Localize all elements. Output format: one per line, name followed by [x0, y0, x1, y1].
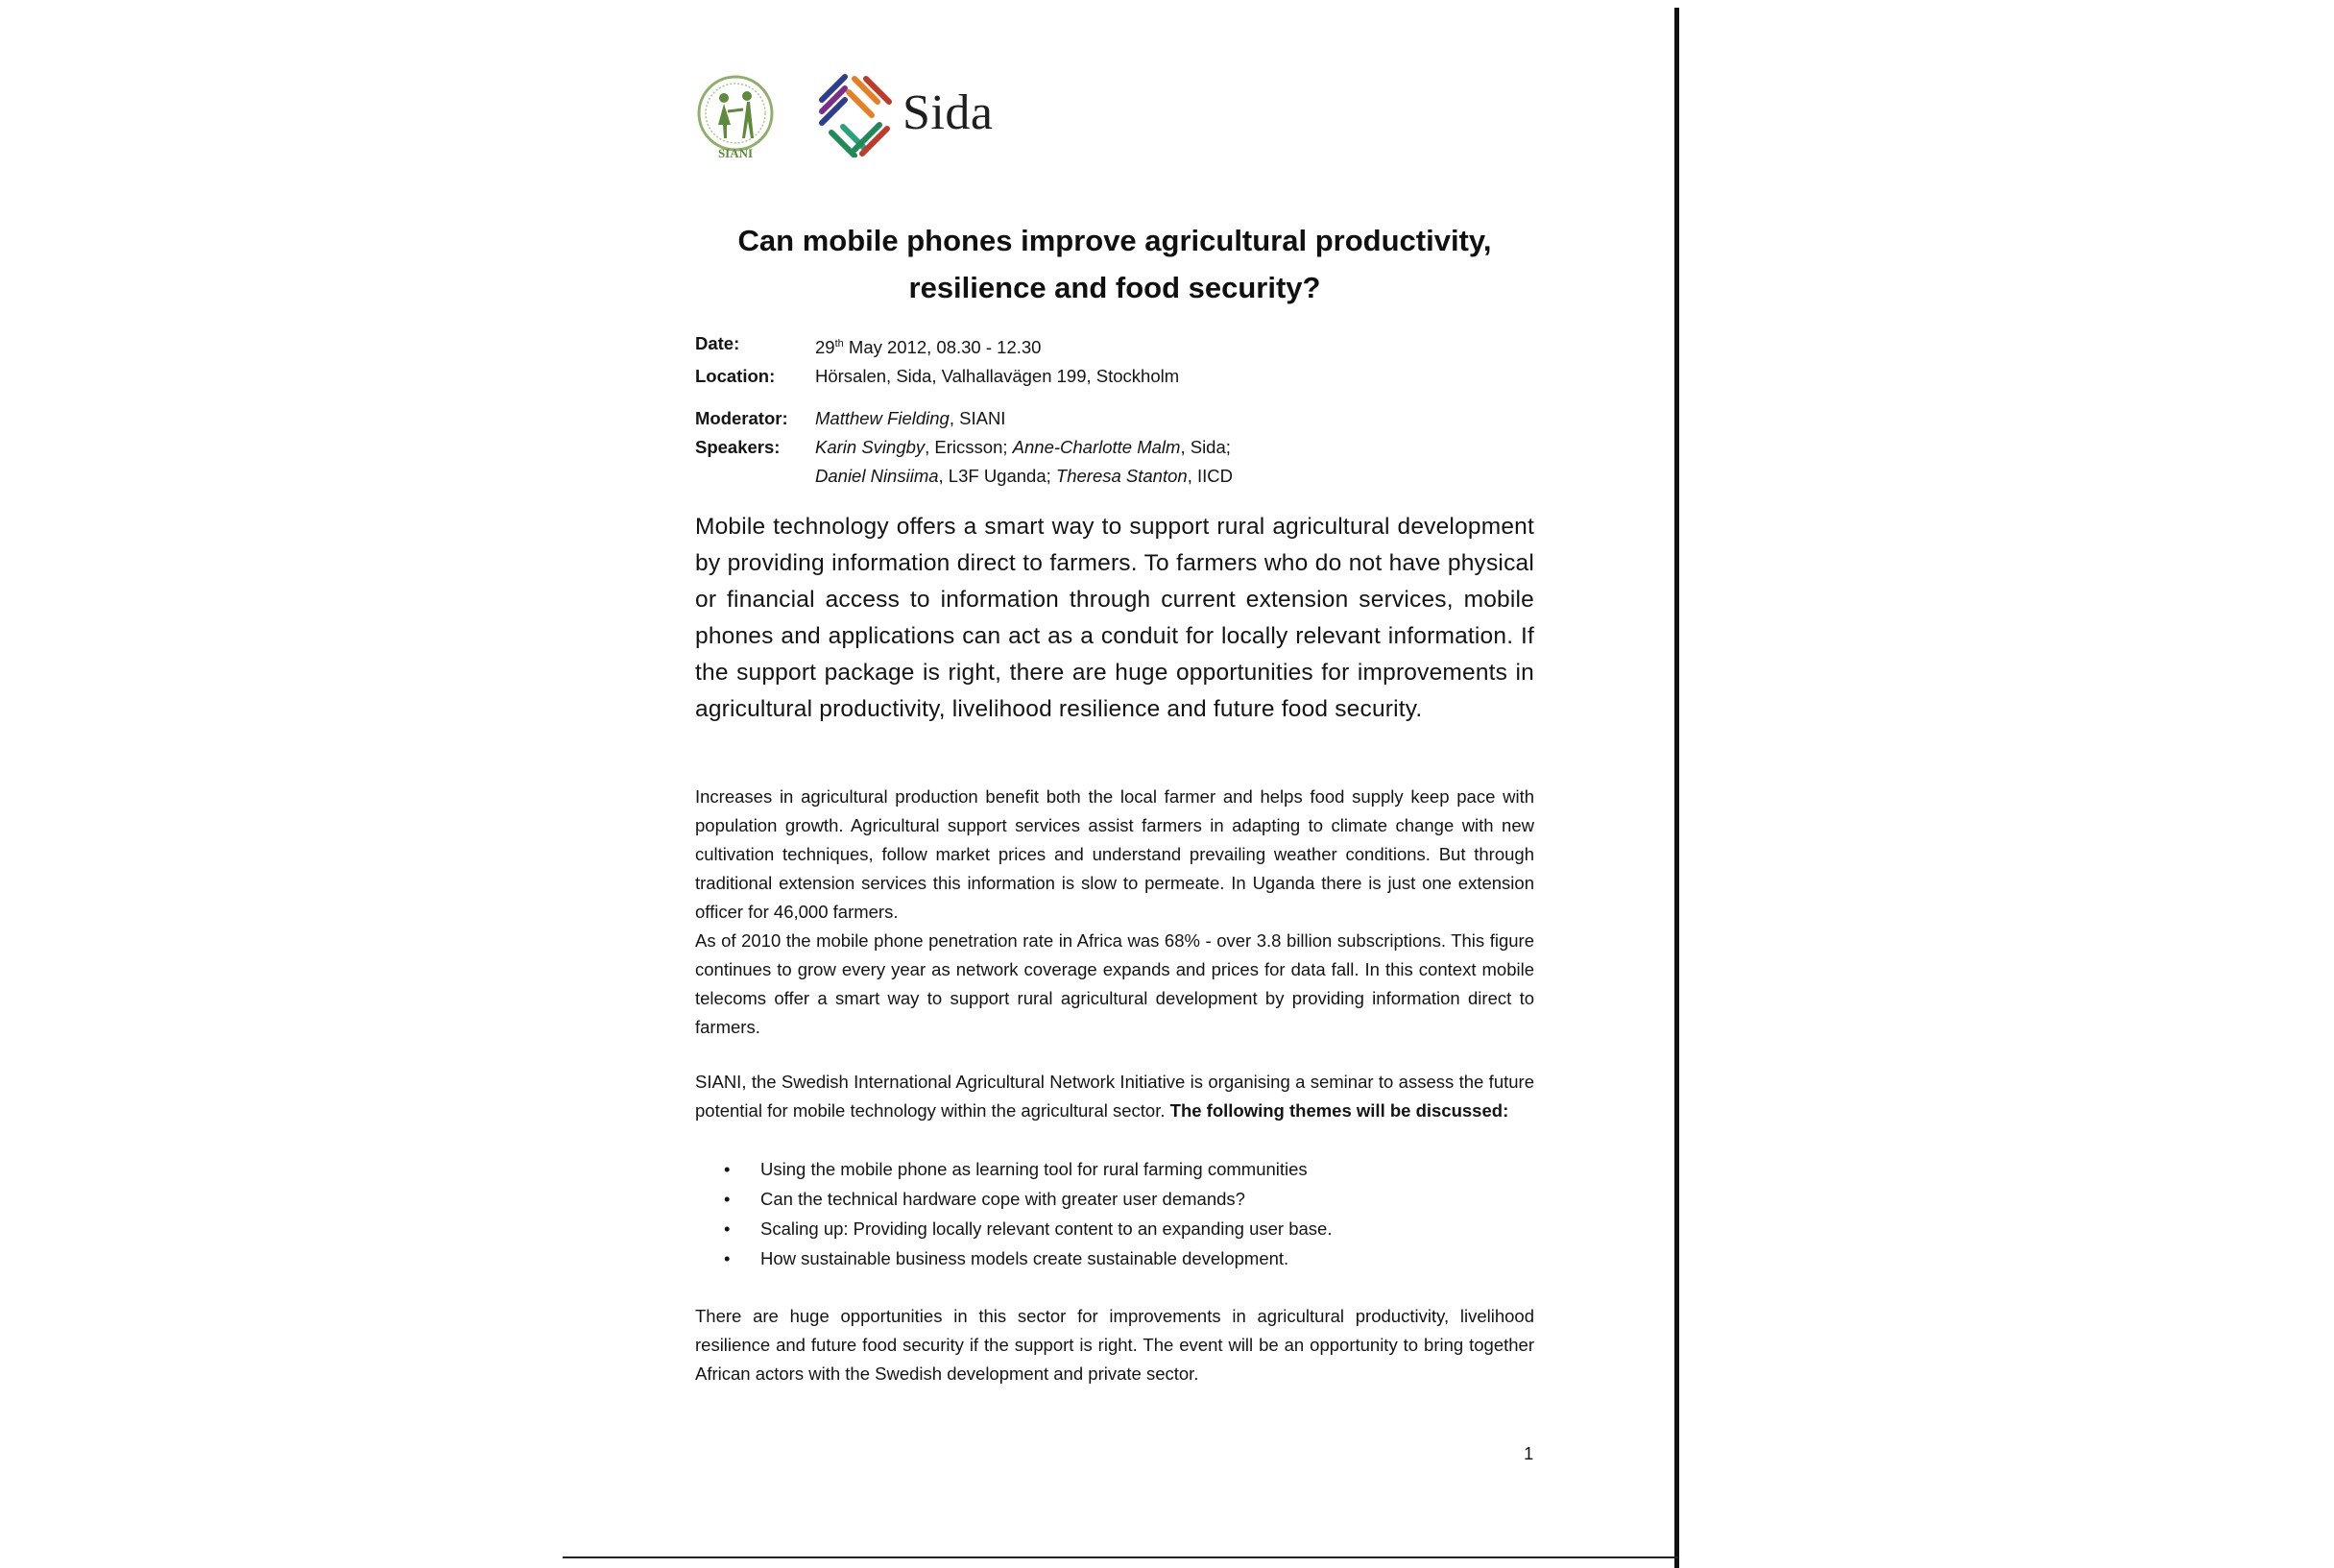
- bullet-icon: •: [724, 1159, 731, 1179]
- people-details: [695, 404, 1233, 491]
- page-bottom-edge: [563, 1556, 1678, 1558]
- location-row: [695, 362, 1179, 391]
- document-title: [695, 217, 1534, 311]
- event-details: [695, 329, 1179, 391]
- siani-logo-text: SIANI: [717, 146, 754, 160]
- sida-logo: [812, 71, 1004, 157]
- paragraph-closing: There are huge opportunities in this sector for improvements in agricultural productivity, livelihood resilience and future food security if the support is right. The event will be an opportunity to bring together African actors with the Swedish development and private sector.: [695, 1306, 1534, 1384]
- paragraph-mobile-penetration: As of 2010 the mobile phone penetration rate in Africa was 68% - over 3.8 billion subscriptions. This figure continues to grow every year as network coverage expands and prices for data fall. In this context mobile telecoms offer a smart way to support rural agricultural development by providing information direct to farmers.: [695, 930, 1534, 1037]
- speakers-row: [695, 433, 1233, 491]
- sida-logo-text: Sida: [902, 85, 994, 140]
- location-label: Location:: [695, 366, 776, 387]
- title-line-2: resilience and food security?: [908, 271, 1321, 304]
- bullet-icon: •: [724, 1248, 731, 1268]
- page-number: 1: [1524, 1443, 1534, 1463]
- bullet-icon: •: [724, 1189, 731, 1209]
- date-label: Date:: [695, 333, 740, 353]
- list-item: • How sustainable business models create sustainable development.: [695, 1243, 1534, 1273]
- speakers-value: [815, 433, 1233, 491]
- list-item: • Using the mobile phone as learning tool for rural farming communities: [695, 1154, 1534, 1184]
- moderator-label: Moderator:: [695, 408, 788, 428]
- bullet-icon: •: [724, 1218, 731, 1239]
- themes-intro: The following themes will be discussed:: [1169, 1100, 1509, 1121]
- title-line-1: Can mobile phones improve agricultural productivity,: [737, 224, 1492, 257]
- date-row: [695, 329, 1179, 362]
- siani-logo: [695, 69, 776, 160]
- list-item: • Can the technical hardware cope with greater user demands?: [695, 1184, 1534, 1214]
- themes-list: [695, 1154, 1534, 1273]
- lead-paragraph: Mobile technology offers a smart way to support rural agricultural development by providing information direct to farmers. To farmers who do not have physical or financial access to information through current extension services, mobile phones and applications can act as a conduit for locally relevant information. If the support package is right, there are huge opportunities for improvements in agricultural productivity, livelihood resilience and future food security.: [695, 514, 1534, 722]
- moderator-value: Matthew Fielding, SIANI: [815, 408, 1006, 428]
- paragraph-production: Increases in agricultural production benefit both the local farmer and helps food supply keep pace with population growth. Agricultural support services assist farmers in adapting to climate change with new cultivation techniques, follow market prices and understand prevailing weather conditions. But through traditional extension services this information is slow to permeate. In Uganda there is just one extension officer for 46,000 farmers.: [695, 786, 1534, 922]
- speakers-label: Speakers:: [695, 437, 781, 457]
- page-right-edge: [1674, 8, 1679, 1568]
- location-value: Hörsalen, Sida, Valhallavägen 199, Stockholm: [815, 366, 1180, 387]
- speakers-line-1: Karin Svingby, Ericsson; Anne-Charlotte Malm, Sida;: [815, 437, 1231, 457]
- date-value: 29th May 2012, 08.30 - 12.30: [815, 337, 1042, 358]
- moderator-row: [695, 404, 1233, 433]
- list-item: • Scaling up: Providing locally relevant content to an expanding user base.: [695, 1214, 1534, 1243]
- speakers-line-2: Daniel Ninsiima, L3F Uganda; Theresa Stanton, IICD: [815, 466, 1233, 486]
- paragraph-seminar: SIANI, the Swedish International Agricultural Network Initiative is organising a seminar to assess the future potential for mobile technology within the agricultural sector. The following themes will be discussed:: [695, 1072, 1534, 1121]
